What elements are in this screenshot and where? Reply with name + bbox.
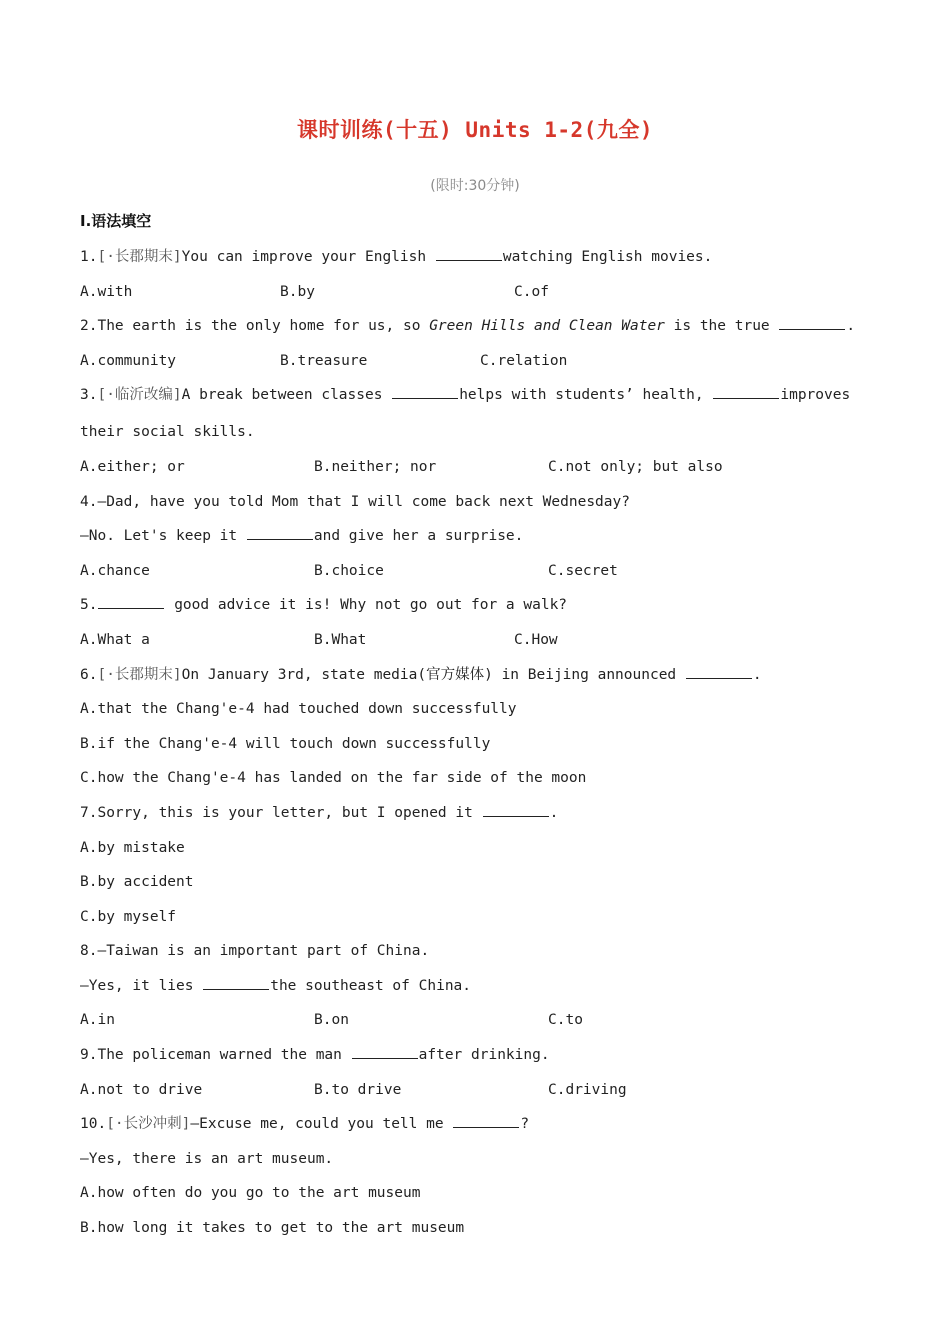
- question-list: [80, 240, 880, 1246]
- question-text: On January 3rd, state media(官方媒体) in Beijing announced: [181, 666, 685, 683]
- option-a: A.either; or: [80, 458, 185, 475]
- question-9: [80, 1038, 880, 1073]
- option-c: C.secret: [548, 562, 618, 579]
- option-b: B.What: [314, 631, 367, 648]
- question-source: [·长郡期末]: [97, 249, 182, 265]
- option-c: C.by myself: [80, 908, 177, 925]
- option-c: C.not only; but also: [548, 458, 723, 475]
- question-text: A break between classes: [181, 387, 392, 404]
- question-text: You can improve your English: [181, 249, 435, 265]
- question-number: 3.: [80, 387, 98, 404]
- option-c: C.how the Chang'e-4 has landed on the far side of the moon: [80, 770, 587, 787]
- option-b: B.by: [280, 283, 315, 300]
- option-a: A.how often do you go to the art museum: [80, 1185, 421, 1202]
- option-b: B.how long it takes to get to the art museum: [80, 1220, 465, 1237]
- question-number: 5.: [80, 597, 98, 614]
- question-text: .: [549, 804, 559, 821]
- option-b: B.to drive: [314, 1081, 402, 1098]
- question-text: 9.The policeman warned the man: [80, 1047, 351, 1064]
- question-text: helps with students’ health,: [459, 387, 713, 404]
- page-title: 课时训练(十五) Units 1-2(九全): [296, 118, 653, 142]
- option-b: B.if the Chang'e-4 will touch down successfully: [80, 735, 491, 752]
- question-10-reply: —Yes, there is an art museum.: [80, 1150, 334, 1167]
- question-text: and give her a surprise.: [313, 528, 524, 545]
- question-3-continued: their social skills.: [80, 424, 255, 441]
- question-text: good advice it is! Why not go out for a walk?: [165, 597, 568, 614]
- options-9: [80, 1073, 880, 1108]
- question-source: [·长郡期末]: [97, 666, 182, 683]
- answer-blank: [483, 802, 549, 817]
- answer-blank: [392, 384, 458, 399]
- option-a: A.What a: [80, 631, 150, 648]
- answer-blank: [779, 315, 845, 330]
- question-text: 7.Sorry, this is your letter, but I opened it: [80, 804, 482, 821]
- answer-blank: [247, 525, 313, 540]
- question-4-reply: [80, 519, 880, 554]
- question-8: 8.—Taiwan is an important part of China.: [80, 943, 430, 960]
- answer-blank: [352, 1044, 418, 1059]
- question-4: 4.—Dad, have you told Mom that I will come back next Wednesday?: [80, 493, 630, 510]
- italic-title: Green Hills and Clean Water: [429, 318, 665, 335]
- options-3: [80, 450, 880, 485]
- question-1: [80, 240, 880, 275]
- option-c: C.to: [548, 1012, 583, 1029]
- options-8: [80, 1003, 880, 1038]
- option-a: A.chance: [80, 562, 150, 579]
- question-text: the southeast of China.: [270, 977, 472, 994]
- question-text: —Yes, it lies: [80, 977, 203, 994]
- question-8-reply: [80, 969, 880, 1004]
- question-number: 10.: [80, 1116, 107, 1133]
- question-number: 6.: [80, 666, 98, 683]
- question-3: [80, 378, 880, 415]
- question-text: improves: [780, 387, 851, 404]
- time-limit: (限时:30分钟): [430, 178, 520, 194]
- answer-blank: [713, 384, 779, 399]
- answer-blank: [686, 664, 752, 679]
- options-2: [80, 344, 880, 379]
- question-text: —Excuse me, could you tell me: [190, 1116, 453, 1133]
- option-b: B.by accident: [80, 874, 194, 891]
- option-a: A.with: [80, 283, 133, 300]
- answer-blank: [203, 975, 269, 990]
- answer-blank: [98, 594, 164, 609]
- option-b: B.neither; nor: [314, 458, 437, 475]
- option-a: A.not to drive: [80, 1081, 203, 1098]
- option-b: B.treasure: [280, 352, 368, 369]
- option-b: B.choice: [314, 562, 384, 579]
- question-text: watching English movies.: [502, 249, 713, 265]
- options-4: [80, 554, 880, 589]
- question-10: [80, 1107, 880, 1142]
- section-heading: Ⅰ.语法填空: [80, 212, 152, 230]
- question-6: [80, 658, 880, 693]
- option-a: A.in: [80, 1012, 115, 1029]
- question-number: 1.: [80, 249, 98, 265]
- question-source: [·临沂改编]: [97, 387, 182, 404]
- option-b: B.on: [314, 1012, 349, 1029]
- option-c: C.of: [514, 283, 549, 300]
- option-a: A.that the Chang'e-4 had touched down successfully: [80, 701, 517, 718]
- question-text: 2.The earth is the only home for us, so: [80, 318, 430, 335]
- question-text: .: [752, 666, 762, 683]
- option-c: C.relation: [480, 352, 568, 369]
- question-text: .: [846, 318, 856, 335]
- option-a: A.by mistake: [80, 839, 185, 856]
- question-2: [80, 309, 880, 344]
- question-5: [80, 588, 880, 623]
- option-a: A.community: [80, 352, 177, 369]
- question-7: [80, 796, 880, 831]
- question-source: [·长沙冲刺]: [106, 1116, 191, 1133]
- option-c: C.How: [514, 631, 558, 648]
- answer-blank: [436, 246, 502, 261]
- option-c: C.driving: [548, 1081, 627, 1098]
- options-5: [80, 623, 880, 658]
- question-text: after drinking.: [418, 1047, 550, 1064]
- question-text: is the true: [664, 318, 779, 335]
- question-text: —No. Let's keep it: [80, 528, 246, 545]
- question-text: ?: [520, 1116, 530, 1133]
- answer-blank: [453, 1113, 519, 1128]
- options-1: [80, 275, 880, 310]
